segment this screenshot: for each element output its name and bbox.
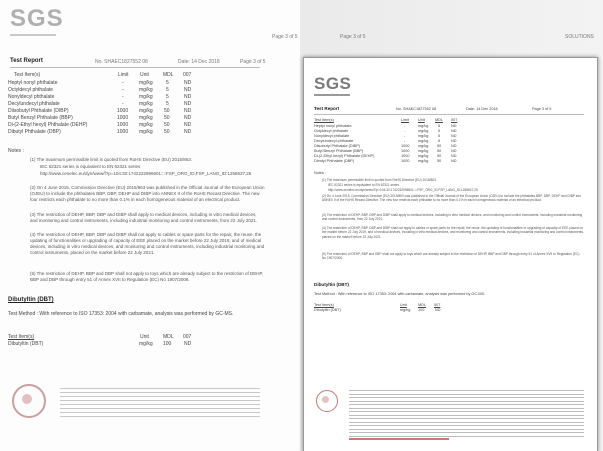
cell-unit: mg/kg — [418, 159, 429, 163]
cell-limit: - — [404, 124, 406, 128]
cell-result: ND — [184, 129, 192, 135]
cell-item: Octyldecyl phthalate — [314, 129, 349, 133]
cell-limit: 1000 — [401, 159, 410, 163]
cell-limit: - — [122, 101, 124, 107]
front-page-number: Page 3 of 5 — [532, 107, 552, 111]
cell-item: Heptyl nonyl phthalate — [8, 80, 58, 86]
front-sub-cell-mdl: 100 — [418, 308, 425, 312]
divider — [10, 67, 260, 68]
cell-unit: mg/kg — [418, 139, 429, 143]
cell-limit: 1000 — [117, 122, 129, 128]
front-sgs-logo: SGS — [314, 74, 352, 93]
cell-unit: mg/kg — [139, 94, 153, 100]
cell-mdl: 5 — [438, 134, 441, 138]
test-method: Test Method : With reference to ISO 17353: 2004 with carbamate, analysis was performed by GC-MS. — [8, 311, 234, 317]
cell-item: Decylundecyl phthalate — [314, 139, 354, 143]
sub-cell-mdl: 100 — [163, 341, 172, 347]
cell-mdl: 50 — [437, 159, 442, 163]
cell-limit: 1000 — [117, 129, 129, 135]
sgs-logo: SGS — [10, 5, 64, 32]
cell-mdl: 5 — [438, 124, 441, 128]
cell-result: ND — [451, 144, 457, 148]
cell-unit: mg/kg — [139, 122, 153, 128]
cell-result: ND — [451, 139, 457, 143]
cell-item: Heptyl nonyl phthalate — [314, 124, 352, 128]
cell-item: Diisobutyl Phthalate (DIBP) — [314, 144, 361, 148]
cell-result: ND — [184, 122, 192, 128]
cell-mdl: 50 — [164, 115, 170, 121]
sub-header-unit: Unit — [140, 334, 149, 340]
cell-limit: 1000 — [401, 144, 410, 148]
report-title: Test Report — [10, 58, 43, 64]
certification-stamp-icon — [12, 384, 46, 418]
cell-unit: mg/kg — [418, 154, 429, 158]
cell-item: Octyldecyl phthalate — [8, 87, 54, 93]
cell-item: Di-(2-Ethyl hexyl) Phthalate (DEHP) — [8, 122, 88, 128]
cell-result: ND — [184, 80, 192, 86]
col-header-mdl: MDL — [163, 72, 174, 78]
cell-unit: mg/kg — [418, 134, 429, 138]
cell-result: ND — [451, 129, 457, 133]
front-col-header-item: Test Item(s) — [314, 118, 334, 122]
cell-result: ND — [184, 108, 192, 114]
note-3: (3) The restriction of DEHP, BBP, DBP and DIBP shall apply to medical devices, including in vitro medical devices, and monitoring and control instruments, including industrial monitoring and control instruments, from 22 July 2021. — [30, 212, 258, 223]
cell-unit: mg/kg — [139, 115, 153, 121]
front-sub-header-unit: Unit — [400, 303, 407, 307]
front-col-header-unit: Unit — [418, 118, 425, 122]
sub-cell-unit: mg/kg — [139, 341, 153, 347]
front-note-1-a: IEC 62321 series is equivalent to EN 62321 series — [328, 183, 400, 187]
cell-mdl: 5 — [166, 94, 169, 100]
cell-limit: 1000 — [117, 115, 129, 121]
cell-limit: 1000 — [117, 108, 129, 114]
front-note-4: (4) The restriction of DEHP, BBP, DBP and DIBP shall not apply to cables or spare parts for the repair, the reuse, the updating of functionalities or upgrading of capacity of EEE placed on the market before 22 July 2019, and of medical devices, including in vitro medical devices, and monitoring and control instruments, including industrial monitoring and control instruments, placed on the market before 22 July 2021. — [322, 226, 584, 239]
cell-item: Di-(2-Ethyl hexyl) Phthalate (DEHP) — [314, 154, 375, 158]
front-note-1: (1) The maximum permissible limit is quoted from RoHS Directive (EU) 2015/863. — [322, 178, 437, 182]
cell-unit: mg/kg — [418, 149, 429, 153]
note-1: (1) The maximum permissible limit is quoted from RoHS Directive (EU) 2015/863. — [30, 157, 192, 162]
cell-item: Butyl Benzyl Phthalate (BBP) — [314, 149, 364, 153]
side-label: SOLUTIONS — [565, 34, 594, 40]
cell-mdl: 5 — [438, 129, 441, 133]
front-col-header-sample: 007 — [451, 118, 458, 122]
cell-result: ND — [184, 87, 192, 93]
cell-unit: mg/kg — [139, 87, 153, 93]
sub-cell-item: Dibutyltin (DBT) — [8, 341, 44, 347]
front-note-2: (2) On 4 June 2015, Commission Directive (EU) 2015/863 was published in the Official Journal of the European Union (OJEU) to include the phthalates BBP, DBP, DEHP and DIBP into ANNEX II of the RoHS Recast Directive. The new four restricts each phthalate to no more than 0.1% in each homogeneous material of an electrical product. — [322, 194, 581, 203]
front-note-5: (5) The restriction of DEHP, BBP and DBP shall not apply to toys which are already subject to the restriction of DEHP, BBP and DBP through entry 51 of Annex XVII to Regulation (EC) No 1907/2006. — [322, 252, 580, 261]
section-title: Dibutyltin (DBT) — [8, 297, 54, 303]
front-report-number: No. SHAEC1827552 08 — [396, 107, 437, 111]
cell-item: Nonyldecyl phthalate — [8, 94, 55, 100]
cell-mdl: 50 — [437, 144, 442, 148]
front-divider — [314, 114, 584, 115]
report-date: Date: 14 Dec 2018 — [178, 59, 220, 65]
front-certification-stamp-icon — [316, 390, 338, 412]
cell-mdl: 50 — [164, 108, 170, 114]
cell-result: ND — [451, 159, 457, 163]
cell-mdl: 50 — [164, 122, 170, 128]
cell-result: ND — [184, 94, 192, 100]
cell-item: Nonyldecyl phthalate — [314, 134, 350, 138]
cell-item: Decylundecyl phthalate — [8, 101, 60, 107]
col-header-sample: 007 — [183, 72, 192, 78]
cell-limit: - — [122, 87, 124, 93]
cell-mdl: 5 — [166, 80, 169, 86]
notes-label: Notes : — [8, 148, 24, 154]
note-2: (2) On 4 June 2015, Commission Directive (EU) 2015/863 was published in the Official Journal of the European Union (OJEU) to include the phthalates BBP, DBP, DEHP and DIBP into ANNEX II of the RoHS Recast Directive. The new four restricts each phthalate to no more than 0.1% in each homogeneous material of an electrical product. — [30, 185, 265, 202]
col-header-item: Test Item(s) — [14, 72, 41, 78]
cell-unit: mg/kg — [139, 101, 153, 107]
front-sub-cell-item: Dibutyltin (DBT) — [314, 308, 341, 312]
front-note-3: (3) The restriction of DEHP, BBP, DBP and DIBP shall apply to medical devices, including in vitro medical devices, and monitoring and control instruments, including industrial monitoring and control instruments, from 22 July 2021. — [322, 213, 583, 222]
front-sub-header-mdl: MDL — [418, 303, 427, 307]
cell-unit: mg/kg — [139, 108, 153, 114]
note-4: (4) The restriction of DEHP, BBP, DBP and DIBP shall not apply to cables or spare parts for the repair, the reuse, the updating of functionalities or upgrading of capacity of EEE placed on the market before 22 July 2019, and of medical devices, including in vitro medical devices, and monitoring and control instruments, including industrial monitoring and control instruments, placed on the market before 22 July 2021. — [30, 232, 265, 255]
cell-item: Dibutyl Phthalate (DBP) — [314, 159, 355, 163]
report-number: No. SHAEC1827552 08 — [95, 59, 148, 65]
cell-result: ND — [184, 115, 192, 121]
cell-result: ND — [451, 124, 457, 128]
cell-item: Butyl Benzyl Phthalate (BBP) — [8, 115, 73, 121]
cell-unit: mg/kg — [418, 144, 429, 148]
cell-limit: - — [122, 94, 124, 100]
col-header-unit: Unit — [140, 72, 149, 78]
front-note-1-b: http://www.cenelec.eu/dyn/www/f?p=104:30:1742232996601::::FSP_ORG_ID,FSP_LANG_ID:1258637,25 — [328, 188, 478, 192]
front-logo-rule — [314, 94, 350, 96]
cell-result: ND — [451, 154, 457, 158]
note-1-b: http://www.cenelec.eu/dyn/www/f?p=104:30:1742232996601::::FSP_ORG_ID,FSP_LANG_ID:1258637,25 — [40, 171, 252, 176]
front-col-header-limit: Limit — [401, 118, 410, 122]
front-page — [303, 57, 598, 451]
front-sub-cell-unit: mg/kg — [400, 308, 411, 312]
footer-fine-print — [60, 388, 260, 428]
cell-item: Dibutyl Phthalate (DBP) — [8, 129, 61, 135]
cell-result: ND — [451, 149, 457, 153]
cell-unit: mg/kg — [418, 124, 429, 128]
front-footer-fine-print — [349, 390, 584, 439]
front-footer-accent — [349, 438, 449, 440]
front-notes-label: Notes : — [314, 171, 327, 175]
front-col-header-mdl: MDL — [435, 118, 444, 122]
note-5: (5) The restriction of DEHP, BBP and DBP shall not apply to toys which are already subject to the restriction of DEHP, BBP and DBP through entry 51 of Annex XVII to Regulation (EC) No 1907/2006. — [30, 271, 264, 282]
logo-rule — [10, 34, 56, 36]
back-page — [0, 0, 300, 451]
front-section-title: Dibutyltin (DBT) — [314, 282, 349, 287]
sub-header-mdl: MDL — [163, 334, 174, 340]
cell-mdl: 50 — [437, 149, 442, 153]
front-sub-header-sample: 007 — [434, 303, 441, 307]
page-number: Page 3 of 5 — [240, 59, 266, 65]
cell-limit: - — [404, 139, 406, 143]
front-sub-header-item: Test Item(s) — [314, 303, 334, 307]
back-page2-page-number-2: Page 3 of 5 — [340, 34, 366, 40]
cell-mdl: 5 — [166, 87, 169, 93]
cell-limit: - — [404, 129, 406, 133]
cell-result: ND — [184, 101, 192, 107]
cell-limit: - — [404, 134, 406, 138]
cell-mdl: 50 — [164, 129, 170, 135]
back-page2-page-number: Page 3 of 5 — [272, 34, 298, 40]
note-1-a: IEC 62321 series is equivalent to EN 62321 series — [40, 164, 141, 169]
front-report-title: Test Report — [314, 106, 340, 111]
front-test-method: Test Method : With reference to ISO 17353: 2004 with carbamate, analysis was performed by GC-MS. — [314, 292, 486, 296]
sub-header-sample: 007 — [183, 334, 192, 340]
sub-cell-result: ND — [184, 341, 192, 347]
cell-limit: - — [122, 80, 124, 86]
cell-mdl: 50 — [437, 154, 442, 158]
cell-limit: 1000 — [401, 154, 410, 158]
cell-limit: 1000 — [401, 149, 410, 153]
sub-header-item: Test Item(s) — [8, 334, 35, 340]
cell-mdl: 5 — [166, 101, 169, 107]
cell-result: ND — [451, 134, 457, 138]
cell-mdl: 5 — [438, 139, 441, 143]
cell-unit: mg/kg — [418, 129, 429, 133]
cell-unit: mg/kg — [139, 129, 153, 135]
cell-item: Diisobutyl Phthalate (DIBP) — [8, 108, 69, 114]
front-sub-cell-result: ND — [435, 308, 441, 312]
front-report-date: Date: 14 Dec 2018 — [466, 107, 498, 111]
cell-unit: mg/kg — [139, 80, 153, 86]
col-header-limit: Limit — [118, 72, 129, 78]
